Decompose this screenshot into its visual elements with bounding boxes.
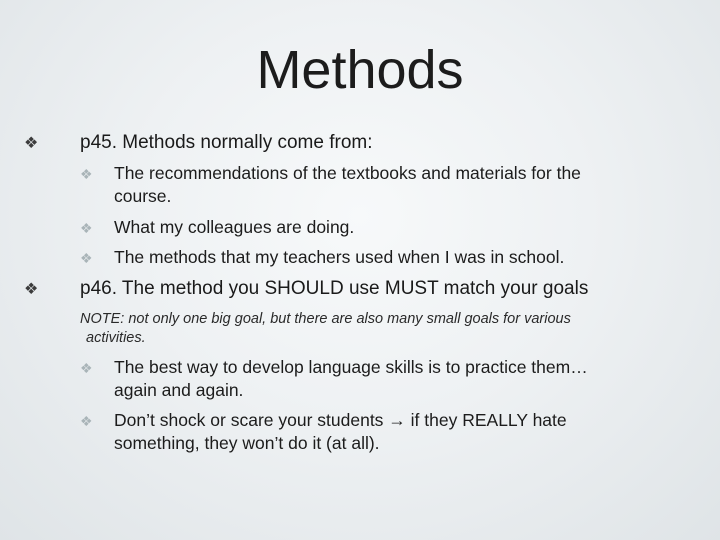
bullet-text: p46. The method you SHOULD use MUST match your goals xyxy=(80,278,589,299)
sub-bullet xyxy=(80,216,355,239)
sub-bullet-line: What my colleagues are doing. xyxy=(114,217,355,237)
diamond-bullet-icon: ❖ xyxy=(80,220,93,236)
sub-bullet-line: The methods that my teachers used when I was in school. xyxy=(114,247,565,267)
diamond-bullet-icon: ❖ xyxy=(24,281,39,298)
sub-bullet-line: course. xyxy=(114,186,172,206)
diamond-bullet-icon: ❖ xyxy=(80,413,93,429)
sub-bullet xyxy=(80,409,567,455)
sub-bullet xyxy=(80,356,588,402)
sub-bullet-line: something, they won’t do it (at all). xyxy=(114,433,380,453)
slide-title: Methods xyxy=(256,40,464,100)
note-line: NOTE: not only one big goal, but there are also many small goals for various xyxy=(80,311,571,327)
sub-bullet xyxy=(80,246,565,269)
sub-bullet xyxy=(80,162,581,208)
bullet-p46 xyxy=(24,277,589,301)
diamond-bullet-icon: ❖ xyxy=(80,166,93,182)
diamond-bullet-icon: ❖ xyxy=(24,135,39,152)
note-text xyxy=(80,310,571,348)
bullet-text: p45. Methods normally come from: xyxy=(80,132,373,153)
diamond-bullet-icon: ❖ xyxy=(80,250,93,266)
sub-bullet-line: Don’t shock or scare your students → if they REALLY hate xyxy=(114,410,567,430)
sub-bullet-line: The best way to develop language skills is to practice them… xyxy=(114,357,588,377)
diamond-bullet-icon: ❖ xyxy=(80,360,93,376)
sub-bullet-line: again and again. xyxy=(114,380,244,400)
sub-bullet-line: The recommendations of the textbooks and materials for the xyxy=(114,163,581,183)
bullet-p45 xyxy=(24,131,373,155)
note-line: activities. xyxy=(86,330,146,346)
